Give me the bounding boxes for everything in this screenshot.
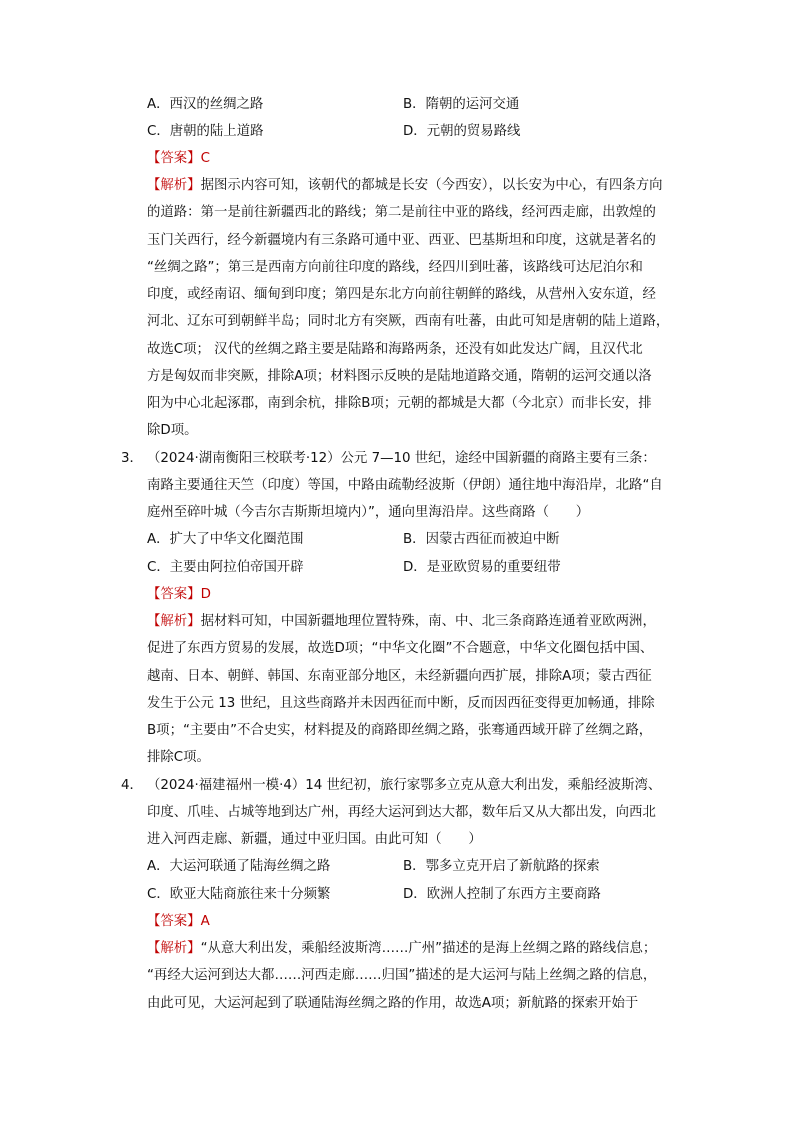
q2-analysis-line: 玉门关西行，经今新疆境内有三条路可通中亚、西亚、巴基斯坦和印度，这就是著名的: [147, 233, 656, 248]
answer-tag: 【答案】: [147, 587, 201, 602]
analysis-tag: 【解析】: [147, 178, 201, 193]
q4-stem-line: （2024·福建福州一模·4）14 世纪初，旅行家鄂多立克从意大利出发，乘船经波斯湾、: [147, 778, 662, 793]
answer-value: C: [200, 151, 210, 166]
q3-analysis-line: 越南、日本、朝鲜、韩国、东南亚部分地区，未经新疆向西扩展，排除A项；蒙古西征: [147, 669, 652, 684]
q4-option-c: C．欧亚大陆商旅往来十分频繁: [147, 887, 331, 902]
q2-analysis-line: 除D项。: [147, 423, 198, 438]
q2-option-a: A．西汉的丝绸之路: [147, 97, 264, 112]
analysis-tag: 【解析】: [147, 941, 201, 956]
q3-stem-line: 庭州至碎叶城（今吉尔吉斯斯坦境内）”，通向里海沿岸。这些商路（ ）: [147, 505, 590, 520]
q3-analysis-line: B项；“主要由”不合史实，材料提及的商路即丝绸之路，张骞通西域开辟了丝绸之路，: [147, 723, 653, 738]
q2-analysis-line: 印度，或经南诏、缅甸到印度；第四是东北方向前往朝鲜的路线，从营州入安东道，经: [147, 287, 656, 302]
analysis-tag: 【解析】: [147, 614, 201, 629]
q2-answer: [147, 149, 210, 169]
q4-stem-line: 印度、爪哇、占城等地到达广州，再经大运河到达大都，数年后又从大都出发，向西北: [147, 805, 656, 820]
q3-number: 3．: [121, 451, 143, 466]
q2-option-b: B．隋朝的运河交通: [403, 97, 520, 112]
answer-value: A: [200, 914, 210, 929]
q2-option-c: C．唐朝的陆上道路: [147, 124, 264, 139]
q3-option-d: D．是亚欧贸易的重要纽带: [403, 560, 561, 575]
q2-analysis-line: 河北、辽东可到朝鲜半岛；同时北方有突厥，西南有吐蕃，由此可知是唐朝的陆上道路，: [147, 314, 670, 329]
q4-analysis-line: “再经大运河到达大都……河西走廊……归国”描述的是大运河与陆上丝绸之路的信息，: [147, 968, 657, 983]
q4-analysis-line: 由此可见，大运河起到了联通陆海丝绸之路的作用，故选A项；新航路的探索开始于: [147, 996, 639, 1011]
q3-analysis-line: 发生于公元 13 世纪，且这些商路并未因西征而中断，反而因西征变得更加畅通，排除: [147, 696, 655, 711]
q3-stem-line: 南路主要通往天竺（印度）等国，中路由疏勒经波斯（伊朗）通往地中海沿岸，北路“自: [147, 478, 663, 493]
q3-analysis-line: [147, 612, 656, 632]
q2-analysis-line: 方是匈奴而非突厥，排除A项；材料图示反映的是陆地道路交通，隋朝的运河交通以洛: [147, 369, 652, 384]
q4-analysis-line: [147, 939, 656, 959]
q3-analysis-line: 排除C项。: [147, 750, 210, 765]
q2-analysis-line: [147, 176, 663, 196]
q4-number: 4．: [121, 778, 143, 793]
q2-analysis-line: “丝绸之路”；第三是西南方向前往印度的路线，经四川到吐蕃，该路线可达尼泊尔和: [147, 260, 643, 275]
q4-answer: [147, 912, 210, 932]
q2-analysis-line: 阳为中心北起涿郡，南到余杭，排除B项；元朝的都城是大都（今北京）而非长安，排: [147, 396, 652, 411]
q3-stem-line: （2024·湖南衡阳三校联考·12）公元 7—10 世纪，途经中国新疆的商路主要有三条：: [147, 451, 656, 466]
q2-analysis-line: 故选C项； 汉代的丝绸之路主要是陆路和海路两条，还没有如此发达广阔，且汉代北: [147, 342, 643, 357]
q4-option-a: A．大运河联通了陆海丝绸之路: [147, 859, 331, 874]
q4-option-b: B．鄂多立克开启了新航路的探索: [403, 859, 600, 874]
q3-option-b: B．因蒙古西征而被迫中断: [403, 532, 560, 547]
q2-option-d: D．元朝的贸易路线: [403, 124, 521, 139]
answer-value: D: [200, 587, 211, 602]
analysis-text: “从意大利出发，乘船经波斯湾……广州”描述的是海上丝绸之路的路线信息；: [200, 941, 657, 956]
q3-answer: [147, 585, 211, 605]
q2-analysis-line: 的道路：第一是前往新疆西北的路线；第二是前往中亚的路线，经河西走廊，出敦煌的: [147, 205, 656, 220]
q4-stem-line: 进入河西走廊、新疆，通过中亚归国。由此可知（ ）: [147, 832, 482, 847]
q3-option-a: A．扩大了中华文化圈范围: [147, 532, 304, 547]
q4-option-d: D．欧洲人控制了东西方主要商路: [403, 887, 601, 902]
answer-tag: 【答案】: [147, 914, 201, 929]
analysis-text: 据材料可知，中国新疆地理位置特殊，南、中、北三条商路连通着亚欧两洲，: [200, 614, 656, 629]
analysis-text: 据图示内容可知，该朝代的都城是长安（今西安），以长安为中心，有四条方向: [200, 178, 663, 193]
q3-option-c: C．主要由阿拉伯帝国开辟: [147, 560, 304, 575]
q3-analysis-line: 促进了东西方贸易的发展，故选D项；“中华文化圈”不合题意，中华文化圈包括中国、: [147, 641, 654, 656]
answer-tag: 【答案】: [147, 151, 201, 166]
